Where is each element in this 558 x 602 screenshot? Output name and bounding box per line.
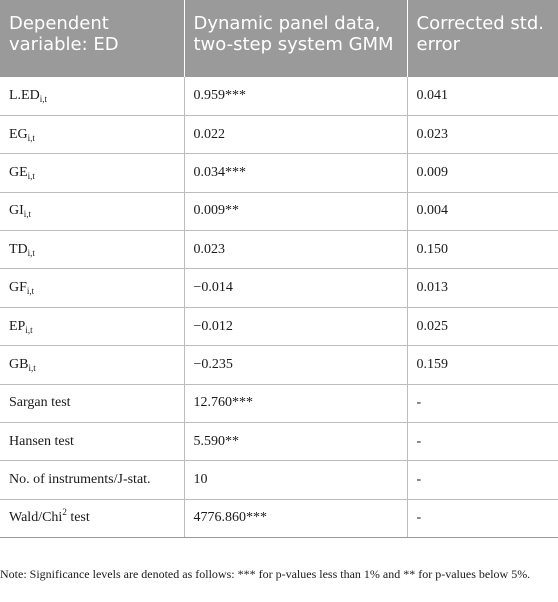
variable-cell: Hansen test	[0, 423, 184, 461]
variable-cell: $TD_{i,t}$	[0, 231, 184, 269]
table-row	[0, 77, 558, 115]
std-error-cell: -	[407, 384, 558, 422]
variable-cell: $GB_{i,t}$	[0, 346, 184, 384]
coefficient-cell: −0.235	[184, 346, 407, 384]
table-row	[0, 307, 558, 345]
header-dependent-variable: Dependent variable: ED	[0, 0, 184, 77]
std-error-cell: 0.041	[407, 77, 558, 115]
table-row	[0, 346, 558, 384]
coefficient-cell: 12.760***	[184, 384, 407, 422]
table-row	[0, 423, 558, 461]
coefficient-cell: 0.023	[184, 231, 407, 269]
variable-cell: No. of instruments/J-stat.	[0, 461, 184, 499]
coefficient-cell: −0.014	[184, 269, 407, 307]
coefficient-cell: −0.012	[184, 307, 407, 345]
variable-cell: $GE_{i,t}$	[0, 154, 184, 192]
coefficient-cell: 10	[184, 461, 407, 499]
variable-cell: $GI_{i,t}$	[0, 192, 184, 230]
std-error-cell: 0.009	[407, 154, 558, 192]
variable-cell: $EP_{i,t}$	[0, 307, 184, 345]
header-model: Dynamic panel data, two-step system GMM	[184, 0, 407, 77]
table-row	[0, 461, 558, 499]
std-error-cell: 0.025	[407, 307, 558, 345]
std-error-cell: 0.150	[407, 231, 558, 269]
std-error-cell: -	[407, 461, 558, 499]
coefficient-cell: 0.034***	[184, 154, 407, 192]
table-row	[0, 231, 558, 269]
coefficient-cell: 0.959***	[184, 77, 407, 115]
std-error-cell: -	[407, 499, 558, 537]
coefficient-cell: 0.009**	[184, 192, 407, 230]
table-row	[0, 154, 558, 192]
std-error-cell: -	[407, 423, 558, 461]
variable-cell: Sargan test	[0, 384, 184, 422]
variable-cell: $L.ED_{i,t}$	[0, 77, 184, 115]
variable-cell: Wald/Chi$^2$ test	[0, 499, 184, 537]
table-row	[0, 269, 558, 307]
table-row	[0, 192, 558, 230]
coefficient-cell: 4776.860***	[184, 499, 407, 537]
std-error-cell: 0.004	[407, 192, 558, 230]
header-std-error: Corrected std. error	[407, 0, 558, 77]
std-error-cell: 0.013	[407, 269, 558, 307]
table-row	[0, 115, 558, 153]
table-row	[0, 499, 558, 537]
variable-cell: $EG_{i,t}$	[0, 115, 184, 153]
table-note: Note: Significance levels are denoted as follows: *** for p-values less than 1% and ** for p-values below 5%.	[0, 567, 531, 581]
table-row	[0, 384, 558, 422]
variable-cell: $GF_{i,t}$	[0, 269, 184, 307]
std-error-cell: 0.023	[407, 115, 558, 153]
coefficient-cell: 5.590**	[184, 423, 407, 461]
header-row	[0, 0, 558, 77]
std-error-cell: 0.159	[407, 346, 558, 384]
coefficient-cell: 0.022	[184, 115, 407, 153]
